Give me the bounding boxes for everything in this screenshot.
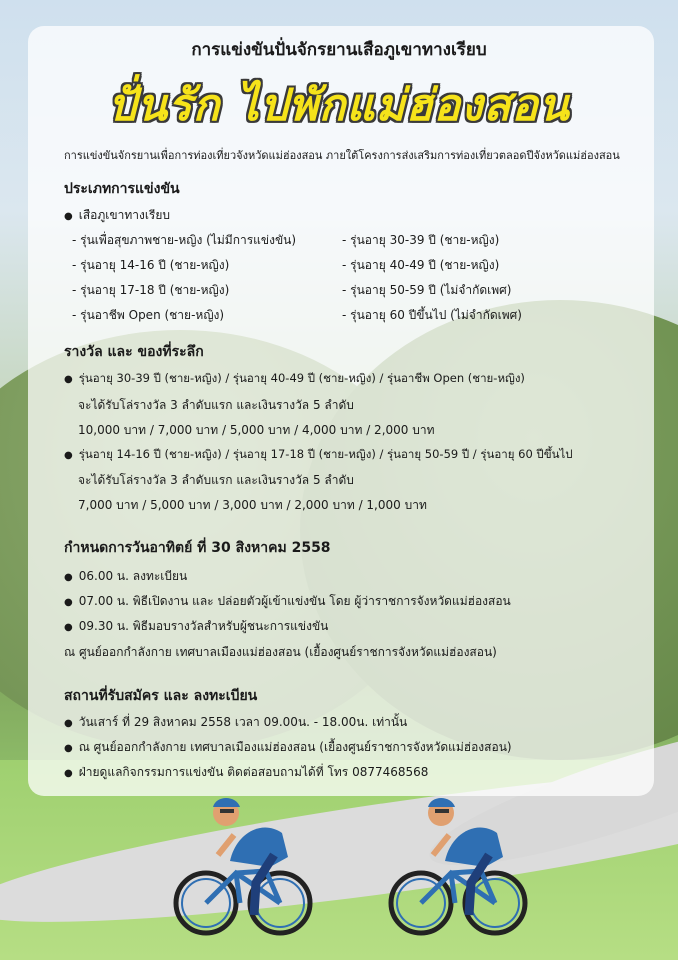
schedule-item: ● 07.00 น. พิธีเปิดงาน และ ปล่อยตัวผู้เข้าแข่งขัน โดย ผู้ว่าราชการจังหวัดแม่ฮ่องสอน: [64, 592, 511, 611]
poster-subtitle: การแข่งขันปั่นจักรยานเสือภูเขาทางเรียบ: [191, 40, 487, 60]
category-left-item: - รุ่นเพื่อสุขภาพชาย-หญิง (ไม่มีการแข่งขัน): [72, 231, 296, 250]
poster-title: ปั่นรัก ไปพักแม่ฮ่องสอน: [108, 80, 570, 131]
prize-group-amounts: 10,000 บาท / 7,000 บาท / 5,000 บาท / 4,000 บาท / 2,000 บาท: [78, 423, 435, 437]
prize-group-title: ● รุ่นอายุ 14-16 ปี (ชาย-หญิง) / รุ่นอายุ 17-18 ปี (ชาย-หญิง) / รุ่นอายุ 50-59 ปี / รุ่นอายุ 60 ปีขึ้นไป: [64, 446, 573, 464]
category-right-item: - รุ่นอายุ 60 ปีขึ้นไป (ไม่จำกัดเพศ): [342, 306, 522, 325]
schedule-item: ● 09.30 น. พิธีมอบรางวัลสำหรับผู้ชนะการแข่งขัน: [64, 617, 328, 636]
prizes-heading: รางวัล และ ของที่ระลึก: [64, 344, 204, 360]
schedule-venue: ณ ศูนย์ออกกำลังกาย เทศบาลเมืองแม่ฮ่องสอน (เยื้องศูนย์ราชการจังหวัดแม่ฮ่องสอน): [64, 645, 497, 659]
cyclist-illustration: [170, 775, 320, 945]
prize-group-desc: จะได้รับโล่รางวัล 3 ลำดับแรก และเงินรางวัล 5 ลำดับ: [78, 398, 354, 412]
schedule-heading: กำหนดการวันอาทิตย์ ที่ 30 สิงหาคม 2558: [64, 540, 331, 556]
registration-item: ● วันเสาร์ ที่ 29 สิงหาคม 2558 เวลา 09.00น. - 18.00น. เท่านั้น: [64, 713, 407, 732]
category-left-item: - รุ่นอายุ 14-16 ปี (ชาย-หญิง): [72, 256, 229, 275]
category-left-item: - รุ่นอายุ 17-18 ปี (ชาย-หญิง): [72, 281, 229, 300]
poster-description: การแข่งขันจักรยานเพื่อการท่องเที่ยวจังหวัดแม่ฮ่องสอน ภายใต้โครงการส่งเสริมการท่องเที่ยวตลอดปีจังหวัดแม่ฮ่องสอน: [64, 149, 620, 162]
schedule-item: ● 06.00 น. ลงทะเบียน: [64, 567, 187, 586]
category-left-item: - รุ่นอาชีพ Open (ชาย-หญิง): [72, 306, 224, 325]
prize-group-amounts: 7,000 บาท / 5,000 บาท / 3,000 บาท / 2,000 บาท / 1,000 บาท: [78, 498, 427, 512]
category-right-item: - รุ่นอายุ 40-49 ปี (ชาย-หญิง): [342, 256, 499, 275]
categories-heading: ประเภทการแข่งขัน: [64, 181, 180, 197]
category-type: ● เสือภูเขาทางเรียบ: [64, 206, 170, 225]
registration-item: ● ฝ่ายดูแลกิจกรรมการแข่งขัน ติดต่อสอบถามได้ที่ โทร 0877468568: [64, 763, 428, 782]
registration-heading: สถานที่รับสมัคร และ ลงทะเบียน: [64, 688, 258, 704]
category-right-item: - รุ่นอายุ 30-39 ปี (ชาย-หญิง): [342, 231, 499, 250]
category-right-item: - รุ่นอายุ 50-59 ปี (ไม่จำกัดเพศ): [342, 281, 511, 300]
prize-group-title: ● รุ่นอายุ 30-39 ปี (ชาย-หญิง) / รุ่นอายุ 40-49 ปี (ชาย-หญิง) / รุ่นอาชีพ Open (ชาย-หญิง): [64, 370, 525, 388]
prize-group-desc: จะได้รับโล่รางวัล 3 ลำดับแรก และเงินรางวัล 5 ลำดับ: [78, 473, 354, 487]
registration-item: ● ณ ศูนย์ออกกำลังกาย เทศบาลเมืองแม่ฮ่องสอน (เยื้องศูนย์ราชการจังหวัดแม่ฮ่องสอน): [64, 738, 512, 757]
cyclist-illustration: [385, 775, 535, 945]
